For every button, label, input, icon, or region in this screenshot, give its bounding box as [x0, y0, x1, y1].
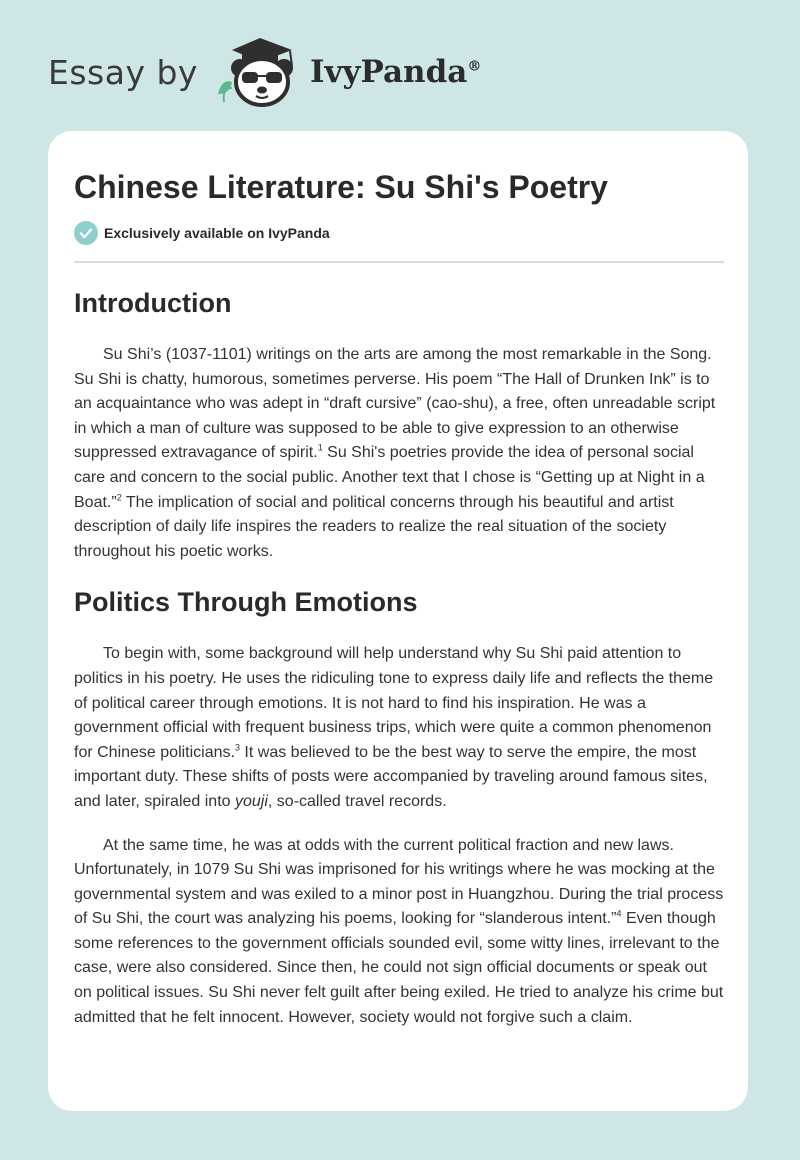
panda-graduate-icon — [212, 36, 304, 108]
section-heading-introduction: Introduction — [74, 288, 232, 318]
paragraph: Su Shi’s (1037-1101) writings on the arts are among the most remarkable in the Song. Su Shi is chatty, humorous, sometimes perverse. His poem “The Hall of Drunken Ink” is to an acquaintance who was adept in “draft cursive” (cao-shu), a free, often unreadable script in which a man of culture was supposed to be able to give expression to an otherwise suppressed extravagance of spirit.$^1$ Su Shi's poetries provide the idea of personal social care and concern to the social public. Another text that I chose is “Getting up at Night in a Boat.”$^2$ The implication of social and political concerns through his beautiful and artist description of daily life inspires the readers to realize the real situation of the society throughout his poetic works. — [74, 346, 716, 560]
exclusive-label: Exclusively available on IvyPanda — [104, 225, 330, 241]
page-title: Chinese Literature: Su Shi's Poetry — [74, 169, 608, 205]
footnote-ref[interactable]: 3 — [234, 742, 240, 753]
italic-term: youji — [235, 792, 268, 810]
brand-name: IvyPanda® — [309, 54, 482, 90]
brand-logo-link[interactable] — [48, 36, 481, 108]
footnote-ref[interactable]: 1 — [317, 443, 323, 454]
article-body — [74, 281, 724, 1030]
footnote-ref[interactable]: 2 — [116, 492, 122, 503]
footnote-ref[interactable]: 4 — [616, 908, 622, 919]
article-card — [48, 131, 748, 1111]
section-heading-politics: Politics Through Emotions — [74, 587, 418, 618]
site-header — [0, 0, 800, 130]
brand-essay-by: Essay by — [48, 52, 198, 92]
checkmark-icon — [74, 221, 98, 245]
divider — [74, 261, 724, 263]
paragraph: To begin with, some background will help understand why Su Shi paid attention to politics in his poetry. He uses the ridiculing tone to express daily life and reflects the theme of political career through emotions. It is not hard to find his inspiration. He was a government official with frequent business trips, which were quite a common phenomenon for Chinese politicians.$^3$ It was believed to be the best way to serve the empire, the most important duty. These shifts of posts were accompanied by traveling around famous sites, and later, spiraled into youji, so-called travel records. — [74, 645, 714, 810]
registered-mark: ® — [467, 58, 482, 75]
exclusive-badge — [74, 221, 330, 245]
paragraph: At the same time, he was at odds with the current political fraction and new laws. Unfortunately, in 1079 Su Shi was imprisoned for his writings where he was mocking at the governmental system and was exiled to a minor post in Huangzhou. During the trial process of Su Shi, the court was analyzing his poems, looking for “slanderous intent.”$^4$ Even though some references to the government officials sounded evil, some witty lines, irrelevant to the case, were also considered. Since then, he could not sign official documents or speak out on political issues. Su Shi never felt guilt after being exiled. He tried to analyze his crime but admitted that he felt innocent. However, society would not forgive such a claim. — [74, 836, 724, 1026]
